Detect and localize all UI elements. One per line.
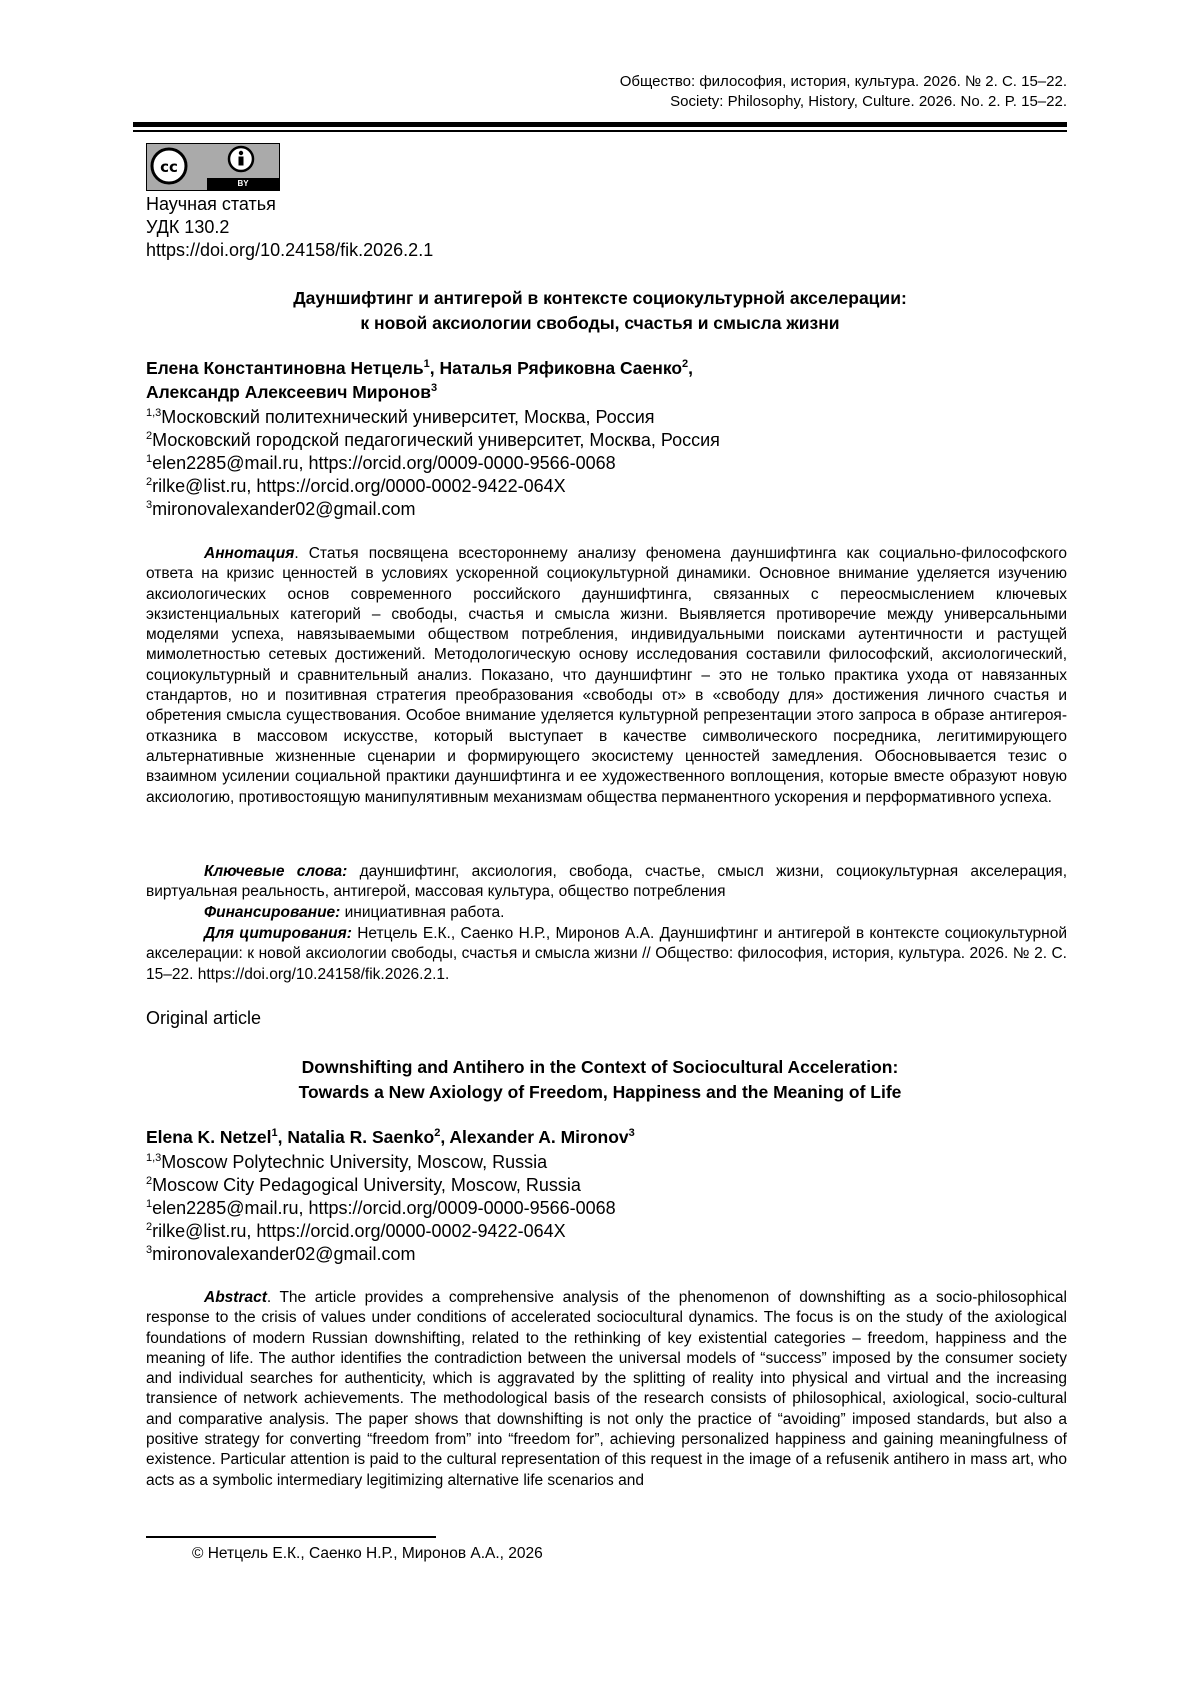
authors-ru-line2 [146,380,437,405]
aff-sup: 2 [146,476,153,488]
author-sup: 3 [628,1127,635,1140]
aff-sup: 1,3 [146,407,162,419]
aff-text: rilke@list.ru, https://orcid.org/0000-0002-9422-064X [152,476,566,496]
affiliation-en [146,1220,566,1243]
citation-ru-label: Для цитирования: [204,925,352,942]
funding-ru [146,903,1067,923]
author-sup: 1 [271,1127,278,1140]
abstract-en-label: Abstract [204,1289,267,1306]
aff-sup: 2 [146,430,153,442]
author-name: Elena K. Netzel [146,1127,272,1147]
affiliation-ru [146,452,616,475]
abstract-en-text: . The article provides a comprehensive analysis of the phenomenon of downshifting as a socio-philosophical response to the crisis of values under conditions of accelerated sociocultural dynamics. The focus is on the study of the axiological foundations of modern Russian downshifting, related to the rethinking of key existential categories – freedom, happiness and the meaning of life. The author identifies the contradiction between the universal models of “success” imposed by the consumer society and individual searches for authenticity, which is aggravated by the splitting of reality into physical and virtual and the increasing transience of network achievements. The methodological basis of the research consists of philosophical, axiological, socio-cultural and comparative analysis. The paper shows that downshifting is not only the practice of “avoiding” imposed standards, but also a positive strategy for converting “freedom from” into “freedom for”, achieving personalized happiness and gaining meaningfulness of existence. Particular attention is paid to the cultural representation of this request in the image of a refusenik antihero in mass art, who acts as a symbolic intermediary legitimizing alternative life scenarios and [146,1289,1067,1489]
abstract-ru [146,544,1067,808]
aff-sup: 2 [146,1221,153,1233]
copyright-footnote: © Нетцель Е.К., Саенко Н.Р., Миронов А.А., 2026 [192,1545,543,1562]
citation-ru-text: Нетцель Е.К., Саенко Н.Р., Миронов А.А. Дауншифтинг и антигерой в контексте социокультурной акселерации: к новой аксиологии свободы, счастья и смысла жизни // Общество: философия, история, культура. 2026. № 2. С. 15–22. https://doi.org/10.24158/fik.2026.2.1. [146,925,1067,983]
title-ru-line1: Дауншифтинг и антигерой в контексте социокультурной акселерации: [293,288,907,308]
affiliation-ru [146,406,655,429]
aff-text: elen2285@mail.ru, https://orcid.org/0009-0000-9566-0068 [152,1198,616,1218]
author-name: Александр Алексеевич Миронов [146,382,431,402]
aff-text: rilke@list.ru, https://orcid.org/0000-0002-9422-064X [152,1221,566,1241]
doi-link[interactable]: https://doi.org/10.24158/fik.2026.2.1 [146,240,434,260]
udk: УДК 130.2 [146,217,230,237]
aff-sup: 3 [146,1244,153,1256]
author-sup: 3 [430,382,438,395]
affiliation-ru [146,429,720,452]
cc-by-license-badge [146,143,280,191]
author-name: Alexander A. Mironov [449,1127,629,1147]
keywords-ru [146,862,1067,903]
author-name: Елена Константиновна Нетцель [146,358,424,378]
aff-sup: 1,3 [146,1152,162,1164]
running-header-ru: Общество: философия, история, культура. 2026. № 2. С. 15–22. [619,73,1067,90]
title-en-line2: Towards a New Axiology of Freedom, Happiness and the Meaning of Life [298,1082,902,1102]
aff-text: Московский политехнический университет, Москва, Россия [161,407,655,427]
keywords-ru-text: дауншифтинг, аксиология, свобода, счастье, смысл жизни, социокультурная акселерация, виртуальная реальность, антигерой, массовая культура, общество потребления [146,863,1068,901]
aff-text: elen2285@mail.ru, https://orcid.org/0009-0000-9566-0068 [152,453,616,473]
citation-ru [146,924,1067,985]
abstract-en [146,1288,1067,1491]
keywords-ru-label: Ключевые слова: [204,863,348,880]
author-name: Наталья Ряфиковна Саенко [439,358,683,378]
aff-sup: 3 [146,499,153,511]
author-name: Natalia R. Saenko [287,1127,435,1147]
funding-ru-text: инициативная работа. [340,904,505,921]
abstract-ru-text: . Статья посвящена всестороннему анализу феномена дауншифтинга как социально-философского ответа на кризис ценностей в условиях ускоренной социокультурной динамики. Основное внимание уделяется изучению аксиологических основ современного российского дауншифтинга, связанных с переосмыслением ключевых экзистенциальных категорий – свободы, счастья и смысла жизни. Выявляется противоречие между универсальными моделями успеха, навязываемыми обществом потребления, индивидуальными поисками аутентичности и растущей мимолетностью сетевых достижений. Методологическую основу исследования составили философский, аксиологический, социокультурный и сравнительный анализ. Показано, что дауншифтинг – это не только практика ухода от навязанных стандартов, но и позитивная стратегия преобразования «свободы от» в «свободу для» достижения личного счастья и обретения смысла существования. Особое внимание уделяется культурной репрезентации этого запроса в образе антигероя-отказника в массовом искусстве, который выступает в качестве символического посредника, легитимирующего альтернативные жизненные сценарии и формирующего экосистему ценностей замедления. Обосновывается тезис о взаимном усилении социальной практики дауншифтинга и ее художественного воплощения, которые вместе образуют новую аксиологию, противостоящую манипулятивным механизмам общества перманентного ускорения и перформативного успеха. [146,545,1067,806]
author-sup: 2 [682,358,689,371]
affiliation-en [146,1243,416,1266]
aff-text: mironovalexander02@gmail.com [152,499,416,519]
aff-sup: 2 [146,1175,153,1187]
abstract-ru-label: Аннотация [204,545,295,562]
authors-en: Elena K. Netzel$^1$, Natalia R. Saenko$^2$, Alexander A. Mironov$^3$ [146,1127,635,1147]
aff-text: Moscow City Pedagogical University, Moscow, Russia [152,1175,581,1195]
running-header-en: Society: Philosophy, History, Culture. 2026. No. 2. P. 15–22. [670,93,1067,110]
author-sup: 1 [423,358,430,371]
affiliation-en [146,1174,581,1197]
affiliation-en [146,1151,547,1174]
affiliation-ru [146,475,566,498]
funding-ru-label: Финансирование: [204,904,341,921]
header-rule-thin [133,130,1067,132]
authors-ru-line1: Елена Константиновна Нетцель$^1$, Наталья Ряфиковна Саенко$^2$, [146,358,694,378]
aff-text: Moscow Polytechnic University, Moscow, Russia [161,1152,548,1172]
aff-text: Московский городской педагогический университет, Москва, Россия [152,430,720,450]
affiliation-ru [146,498,416,521]
title-en-line1: Downshifting and Antihero in the Context of Sociocultural Acceleration: [301,1057,899,1077]
aff-sup: 1 [146,1198,153,1210]
svg-text:cc: cc [160,158,178,176]
cc-by-label: BY [207,178,279,190]
aff-text: mironovalexander02@gmail.com [152,1244,416,1264]
footnote-rule [146,1536,436,1538]
title-en [133,1055,1067,1105]
article-type-ru: Научная статья [146,194,276,214]
affiliation-en [146,1197,616,1220]
aff-sup: 1 [146,453,153,465]
title-ru-line2: к новой аксиологии свободы, счастья и смысла жизни [360,313,840,333]
header-rule-thick [133,122,1067,127]
author-sup: 2 [434,1127,441,1140]
article-type-en: Original article [146,1008,262,1028]
title-ru [133,286,1067,336]
